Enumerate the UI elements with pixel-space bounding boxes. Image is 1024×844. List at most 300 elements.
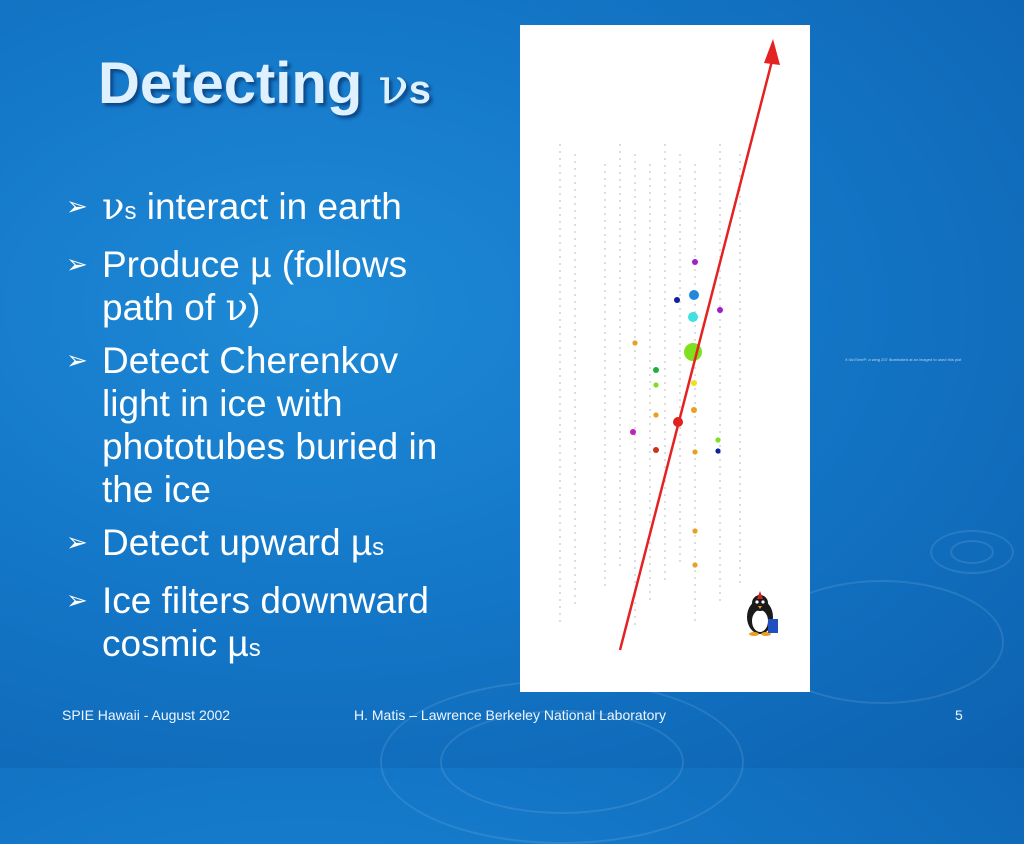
pmt-dot <box>604 171 605 172</box>
pmt-dot <box>559 480 560 481</box>
pmt-dot <box>574 371 575 372</box>
pmt-dot <box>679 294 680 295</box>
pmt-dot <box>559 347 560 348</box>
pmt-dot <box>574 161 575 162</box>
pmt-dot <box>604 269 605 270</box>
pmt-dot <box>649 311 650 312</box>
pmt-dot <box>679 301 680 302</box>
pmt-dot <box>574 168 575 169</box>
pmt-dot <box>694 220 695 221</box>
detector-event-display <box>520 25 810 692</box>
pmt-dot <box>574 462 575 463</box>
pmt-dot <box>679 238 680 239</box>
pmt-dot <box>664 382 665 383</box>
pmt-dot <box>559 459 560 460</box>
pmt-dot <box>719 214 720 215</box>
arrow-bullet-icon: ➢ <box>66 528 88 558</box>
pmt-dot <box>574 448 575 449</box>
pmt-dot <box>664 312 665 313</box>
pmt-dot <box>604 234 605 235</box>
pmt-dot <box>694 248 695 249</box>
pmt-dot <box>634 532 635 533</box>
pmt-dot <box>634 161 635 162</box>
pmt-dot <box>634 392 635 393</box>
pmt-dot <box>634 294 635 295</box>
bullet-item: ➢ Detect Cherenkov light in ice with phototubes buried in the ice <box>66 340 438 510</box>
pmt-dot <box>559 403 560 404</box>
pmt-dot <box>619 368 620 369</box>
pmt-dot <box>694 206 695 207</box>
pmt-dot <box>739 217 740 218</box>
pmt-dot <box>739 385 740 386</box>
pmt-dot <box>664 193 665 194</box>
pmt-dot <box>559 361 560 362</box>
pmt-dot <box>604 374 605 375</box>
pmt-dot <box>664 494 665 495</box>
pmt-dot <box>719 305 720 306</box>
pmt-dot <box>574 301 575 302</box>
pmt-dot <box>694 500 695 501</box>
pmt-dot <box>739 406 740 407</box>
pmt-dot <box>694 227 695 228</box>
pmt-dot <box>634 287 635 288</box>
pmt-dot <box>679 252 680 253</box>
pmt-dot <box>739 469 740 470</box>
pmt-dot <box>649 318 650 319</box>
pmt-dot <box>619 193 620 194</box>
pmt-dot <box>559 186 560 187</box>
pmt-dot <box>619 501 620 502</box>
pmt-dot <box>649 199 650 200</box>
penguin-logo <box>747 591 778 636</box>
pmt-dot <box>619 473 620 474</box>
pmt-dot <box>739 511 740 512</box>
pmt-dot <box>604 185 605 186</box>
pmt-dot <box>634 322 635 323</box>
pmt-dot <box>604 325 605 326</box>
pmt-dot <box>604 206 605 207</box>
pmt-dot <box>719 403 720 404</box>
pmt-dot <box>664 298 665 299</box>
pmt-dot <box>634 217 635 218</box>
pmt-dot <box>679 518 680 519</box>
pmt-dot <box>619 382 620 383</box>
pmt-dot <box>604 255 605 256</box>
pmt-dot <box>649 367 650 368</box>
pmt-dot <box>739 196 740 197</box>
pmt-dot <box>574 427 575 428</box>
pmt-dot <box>679 385 680 386</box>
hit-marker <box>692 528 697 533</box>
pmt-dot <box>679 231 680 232</box>
pmt-dot <box>719 508 720 509</box>
pmt-dot <box>619 270 620 271</box>
pmt-dot <box>559 515 560 516</box>
pmt-dot <box>559 578 560 579</box>
footer-center: H. Matis – Lawrence Berkeley National Laboratory <box>354 707 667 723</box>
pmt-dot <box>604 192 605 193</box>
pmt-dot <box>679 196 680 197</box>
pmt-dot <box>634 420 635 421</box>
pmt-dot <box>679 539 680 540</box>
pmt-dot <box>559 312 560 313</box>
pmt-dot <box>739 574 740 575</box>
pmt-dot <box>634 504 635 505</box>
pmt-dot <box>604 437 605 438</box>
bullet-item: ➢ Ice filters downward cosmic µs <box>66 580 429 664</box>
pmt-dot <box>664 452 665 453</box>
pmt-dot <box>634 154 635 155</box>
pmt-dot <box>664 417 665 418</box>
hit-marker <box>689 290 699 300</box>
pmt-dot <box>574 343 575 344</box>
pmt-dot <box>574 497 575 498</box>
pmt-dot <box>559 431 560 432</box>
pmt-dot <box>719 536 720 537</box>
pmt-dot <box>574 441 575 442</box>
pmt-dot <box>574 406 575 407</box>
pmt-dot <box>664 522 665 523</box>
arrow-bullet-icon: ➢ <box>66 346 88 376</box>
pmt-dot <box>604 542 605 543</box>
pmt-dot <box>619 256 620 257</box>
pmt-dot <box>604 290 605 291</box>
pmt-dot <box>619 312 620 313</box>
pmt-dot <box>574 588 575 589</box>
pmt-dot <box>604 500 605 501</box>
pmt-dot <box>649 472 650 473</box>
pmt-dot <box>604 528 605 529</box>
pmt-dot <box>634 259 635 260</box>
pmt-dot <box>694 192 695 193</box>
pmt-dot <box>719 466 720 467</box>
pmt-dot <box>694 521 695 522</box>
muon-track <box>620 57 773 650</box>
arrow-bullet-icon: ➢ <box>66 250 88 280</box>
slide-title: Detecting νs <box>98 51 432 116</box>
pmt-dot <box>634 560 635 561</box>
pmt-dot <box>694 388 695 389</box>
pmt-dot <box>604 458 605 459</box>
pmt-dot <box>634 497 635 498</box>
pmt-dot <box>649 395 650 396</box>
pmt-dot <box>604 178 605 179</box>
pmt-dot <box>559 620 560 621</box>
pmt-dot <box>574 455 575 456</box>
pmt-dot <box>679 308 680 309</box>
nu-symbol: ν <box>102 185 125 228</box>
pmt-dot <box>719 487 720 488</box>
pmt-dot <box>739 539 740 540</box>
pmt-dot <box>649 584 650 585</box>
pmt-dot <box>559 473 560 474</box>
pmt-dot <box>694 171 695 172</box>
pmt-dot <box>619 151 620 152</box>
pmt-dot <box>559 396 560 397</box>
pmt-dot <box>559 228 560 229</box>
pmt-dot <box>694 304 695 305</box>
pmt-dot <box>649 206 650 207</box>
pmt-dot <box>679 350 680 351</box>
pmt-dot <box>664 354 665 355</box>
pmt-dot <box>634 413 635 414</box>
arrow-bullet-icon: ➢ <box>66 192 88 222</box>
pmt-dot <box>649 227 650 228</box>
pmt-dot <box>559 466 560 467</box>
pmt-dot <box>619 263 620 264</box>
pmt-dot <box>664 179 665 180</box>
pmt-dot <box>619 466 620 467</box>
pmt-dot <box>634 448 635 449</box>
pmt-dot <box>649 444 650 445</box>
figure-caption: X:\AnTimeP: a wing 207 illuminated at an imaged to used this plot <box>845 357 962 362</box>
pmt-dot <box>664 158 665 159</box>
pmt-dot <box>604 465 605 466</box>
pmt-dot <box>574 252 575 253</box>
pmt-dot <box>694 402 695 403</box>
pmt-dot <box>719 375 720 376</box>
pmt-dot <box>574 560 575 561</box>
pmt-dot <box>694 479 695 480</box>
pmt-dot <box>649 381 650 382</box>
pmt-dot <box>719 410 720 411</box>
pmt-dot <box>719 200 720 201</box>
pmt-dot <box>619 319 620 320</box>
hit-marker <box>653 412 658 417</box>
pmt-dot <box>719 186 720 187</box>
pmt-dot <box>719 396 720 397</box>
pmt-dot <box>604 297 605 298</box>
pmt-dot <box>679 469 680 470</box>
pmt-dot <box>679 406 680 407</box>
pmt-dot <box>619 284 620 285</box>
pmt-dot <box>649 178 650 179</box>
pmt-dot <box>619 480 620 481</box>
pmt-dot <box>574 581 575 582</box>
hit-marker <box>715 448 720 453</box>
pmt-dot <box>649 500 650 501</box>
pmt-dot <box>559 536 560 537</box>
pmt-dot <box>719 571 720 572</box>
pmt-dot <box>634 308 635 309</box>
pmt-dot <box>634 406 635 407</box>
hit-marker <box>715 437 720 442</box>
pmt-dot <box>619 522 620 523</box>
pmt-dot <box>719 228 720 229</box>
pmt-dot <box>649 276 650 277</box>
pmt-dot <box>679 154 680 155</box>
pmt-dot <box>619 207 620 208</box>
pmt-dot <box>694 241 695 242</box>
pmt-dot <box>664 578 665 579</box>
pmt-dot <box>719 473 720 474</box>
pmt-dot <box>574 357 575 358</box>
pmt-dot <box>634 210 635 211</box>
pmt-dot <box>719 179 720 180</box>
pmt-dot <box>694 367 695 368</box>
pmt-dot <box>574 385 575 386</box>
pmt-dot <box>664 326 665 327</box>
pmt-dot <box>559 235 560 236</box>
pmt-dot <box>719 340 720 341</box>
pmt-dot <box>649 171 650 172</box>
pmt-dot <box>694 444 695 445</box>
pmt-dot <box>619 214 620 215</box>
pmt-dot <box>559 494 560 495</box>
pmt-dot <box>634 315 635 316</box>
pmt-dot <box>604 584 605 585</box>
pmt-dot <box>619 438 620 439</box>
pmt-dot <box>649 388 650 389</box>
pmt-dot <box>634 567 635 568</box>
pmt-dot <box>574 231 575 232</box>
pmt-dot <box>559 389 560 390</box>
pmt-dot <box>604 353 605 354</box>
pmt-dot <box>739 490 740 491</box>
hit-marker <box>632 340 637 345</box>
pmt-dot <box>559 410 560 411</box>
pmt-dot <box>679 504 680 505</box>
pmt-dot <box>694 178 695 179</box>
pmt-dot <box>649 591 650 592</box>
pmt-dot <box>634 553 635 554</box>
pmt-dot <box>574 469 575 470</box>
pmt-dot <box>634 273 635 274</box>
pmt-dot <box>694 507 695 508</box>
pmt-dot <box>634 252 635 253</box>
pmt-dot <box>559 270 560 271</box>
pmt-dot <box>574 238 575 239</box>
pmt-dot <box>604 444 605 445</box>
pmt-dot <box>619 375 620 376</box>
pmt-dot <box>719 445 720 446</box>
pmt-dot <box>664 165 665 166</box>
pmt-dot <box>664 291 665 292</box>
pmt-dot <box>619 494 620 495</box>
pmt-dot <box>559 319 560 320</box>
pmt-dot <box>719 382 720 383</box>
pmt-dot <box>649 283 650 284</box>
pmt-dot <box>664 249 665 250</box>
pmt-dot <box>619 529 620 530</box>
pmt-dot <box>649 486 650 487</box>
pmt-dot <box>649 269 650 270</box>
pmt-dot <box>679 476 680 477</box>
pmt-dot <box>679 336 680 337</box>
pmt-dot <box>649 556 650 557</box>
pmt-dot <box>574 203 575 204</box>
pmt-dot <box>634 427 635 428</box>
pmt-dot <box>574 511 575 512</box>
pmt-dot <box>574 259 575 260</box>
pmt-dot <box>739 336 740 337</box>
pmt-dot <box>559 557 560 558</box>
pmt-dot <box>559 200 560 201</box>
pmt-dot <box>664 543 665 544</box>
pmt-dot <box>739 448 740 449</box>
pmt-dot <box>604 262 605 263</box>
pmt-dot <box>559 333 560 334</box>
pmt-dot <box>604 346 605 347</box>
pmt-dot <box>719 249 720 250</box>
hit-marker <box>653 447 659 453</box>
pmt-dot <box>619 165 620 166</box>
hit-marker <box>691 407 697 413</box>
pmt-dot <box>719 165 720 166</box>
pmt-dot <box>679 168 680 169</box>
pmt-dot <box>559 543 560 544</box>
pmt-dot <box>664 284 665 285</box>
pmt-dot <box>649 241 650 242</box>
pmt-dot <box>679 427 680 428</box>
pmt-dot <box>604 521 605 522</box>
pmt-dot <box>739 231 740 232</box>
pmt-dot <box>739 420 740 421</box>
pmt-dot <box>619 354 620 355</box>
pmt-dot <box>719 298 720 299</box>
pmt-dot <box>664 151 665 152</box>
pmt-dot <box>719 270 720 271</box>
pmt-dot <box>604 318 605 319</box>
pmt-dot <box>559 592 560 593</box>
pmt-dot <box>739 504 740 505</box>
pmt-dot <box>619 389 620 390</box>
pmt-dot <box>559 179 560 180</box>
pmt-dot <box>559 599 560 600</box>
pmt-dot <box>634 469 635 470</box>
pmt-dot <box>739 532 740 533</box>
pmt-dot <box>604 563 605 564</box>
pmt-dot <box>574 434 575 435</box>
pmt-dot <box>679 371 680 372</box>
pmt-dot <box>664 186 665 187</box>
pmt-dot <box>634 336 635 337</box>
hit-marker <box>692 562 697 567</box>
pmt-dot <box>664 550 665 551</box>
pmt-dot <box>664 242 665 243</box>
pmt-dot <box>604 388 605 389</box>
pmt-dot <box>719 494 720 495</box>
pmt-dot <box>634 539 635 540</box>
pmt-dot <box>649 423 650 424</box>
pmt-dot <box>664 319 665 320</box>
pmt-dot <box>604 241 605 242</box>
pmt-dot <box>619 564 620 565</box>
pmt-dot <box>619 543 620 544</box>
pmt-dot <box>719 207 720 208</box>
pmt-dot <box>739 462 740 463</box>
pmt-dot <box>604 535 605 536</box>
pmt-dot <box>649 192 650 193</box>
pmt-dot <box>649 577 650 578</box>
pmt-dot <box>694 493 695 494</box>
pmt-dot <box>664 515 665 516</box>
pmt-dot <box>719 291 720 292</box>
pmt-dot <box>649 255 650 256</box>
pmt-dot <box>634 364 635 365</box>
pmt-dot <box>664 207 665 208</box>
pmt-dot <box>604 367 605 368</box>
pmt-dot <box>679 441 680 442</box>
pmt-dot <box>719 354 720 355</box>
pmt-dot <box>719 459 720 460</box>
pmt-dot <box>574 322 575 323</box>
pmt-dot <box>559 571 560 572</box>
pmt-dot <box>604 213 605 214</box>
pmt-dot <box>574 574 575 575</box>
pmt-dot <box>574 378 575 379</box>
pmt-dot <box>604 556 605 557</box>
